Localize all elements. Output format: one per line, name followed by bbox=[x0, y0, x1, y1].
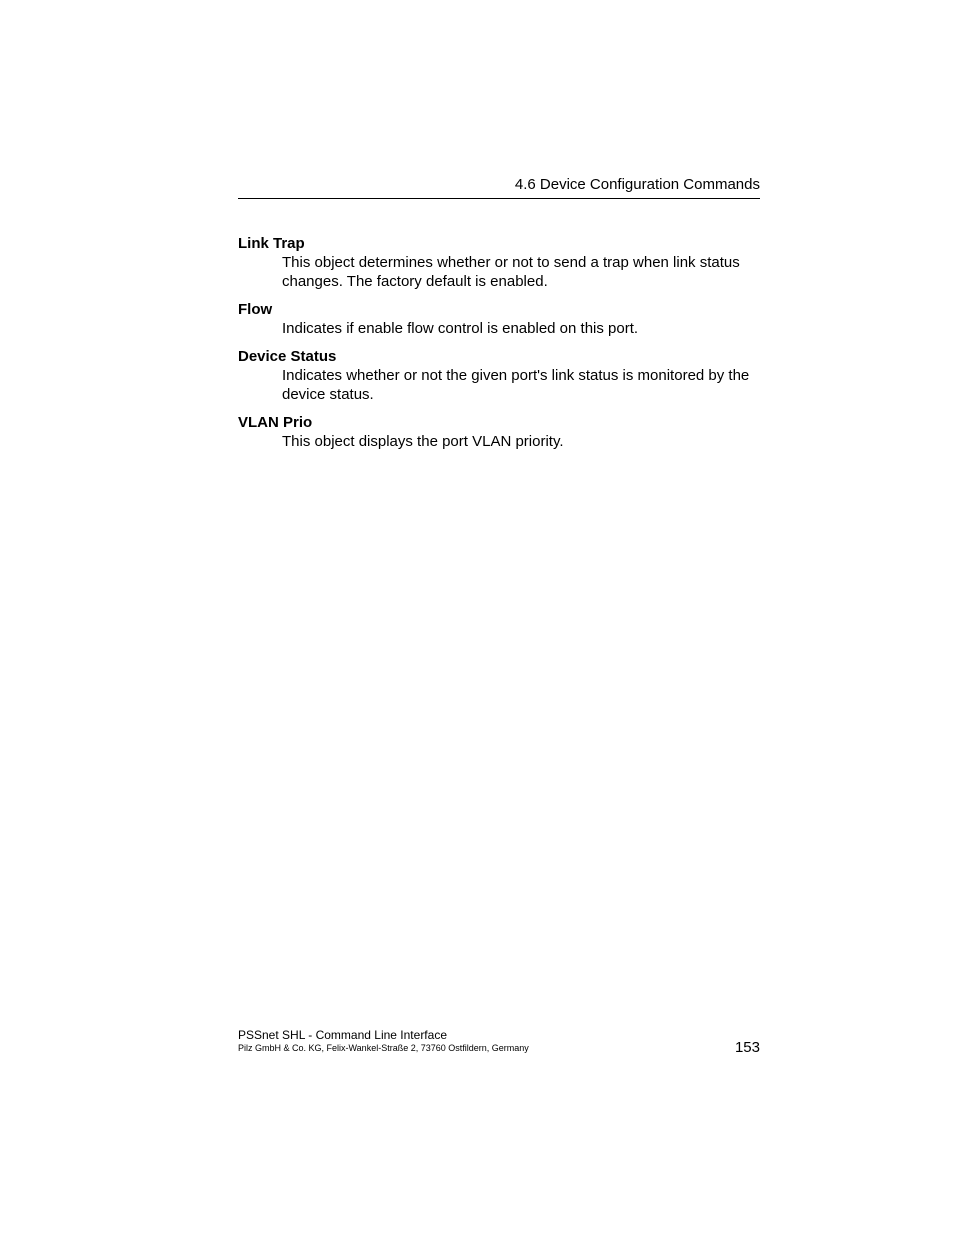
page-header bbox=[238, 174, 760, 199]
definition-entry-device-status bbox=[238, 347, 760, 404]
definition-entry-vlan-prio bbox=[238, 413, 760, 451]
term-heading: Device Status bbox=[238, 348, 337, 365]
term-description: Indicates if enable flow control is enabled on this port. bbox=[282, 320, 639, 337]
definition-entry-link-trap bbox=[238, 234, 760, 291]
term-heading: Link Trap bbox=[238, 235, 305, 252]
page-number: 153 bbox=[734, 1039, 760, 1056]
footer-document-title: PSSnet SHL - Command Line Interface bbox=[238, 1028, 447, 1042]
term-heading: VLAN Prio bbox=[238, 414, 313, 431]
term-description: This object determines whether or not to send a trap when link status changes. The factory default is enabled. bbox=[282, 254, 740, 290]
section-title: 4.6 Device Configuration Commands bbox=[514, 176, 760, 193]
term-heading: Flow bbox=[238, 301, 273, 318]
term-description: Indicates whether or not the given port's link status is monitored by the device status. bbox=[282, 367, 750, 403]
term-description: This object displays the port VLAN priority. bbox=[282, 433, 564, 450]
definition-entry-flow bbox=[238, 300, 760, 338]
footer-address: Pilz GmbH & Co. KG, Felix-Wankel-Straße 2, 73760 Ostfildern, Germany bbox=[238, 1043, 529, 1053]
definition-list bbox=[238, 234, 760, 460]
